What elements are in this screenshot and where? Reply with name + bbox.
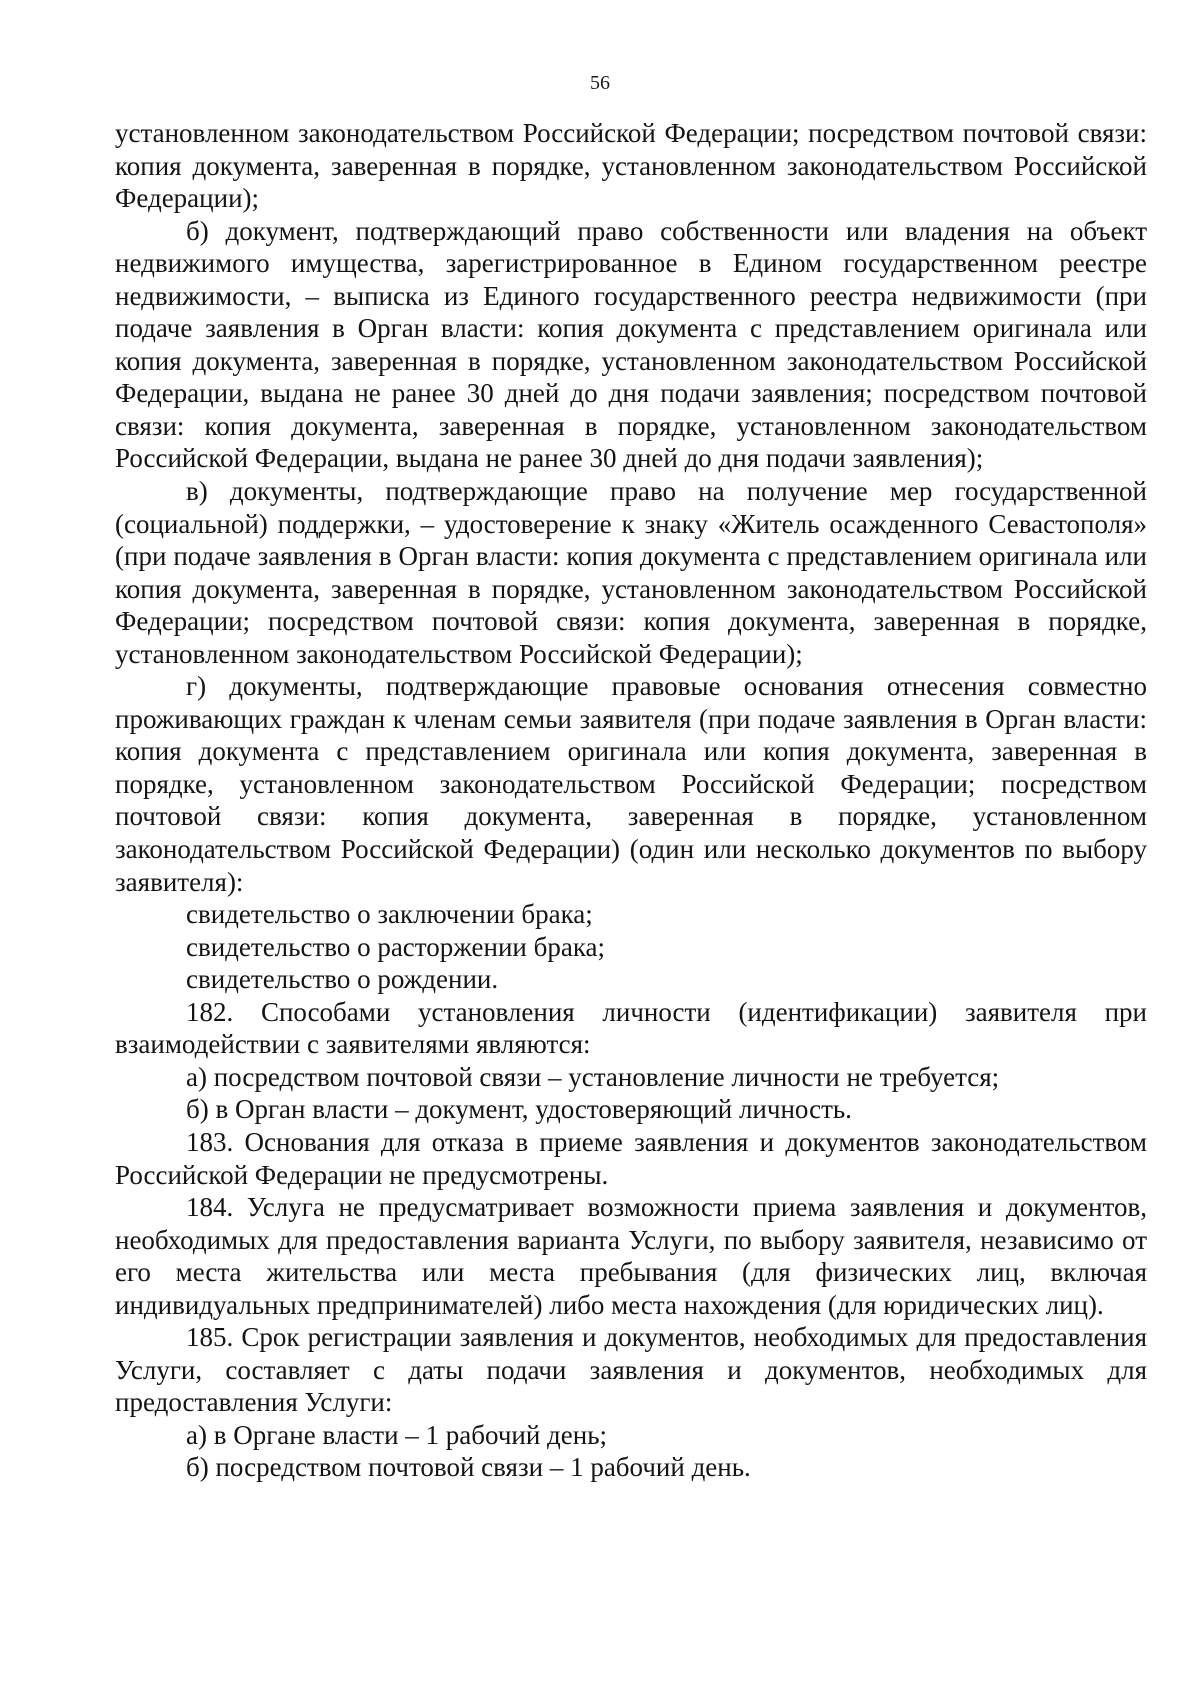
document-body bbox=[115, 117, 1147, 1484]
list-item-divorce-certificate: свидетельство о расторжении брака; bbox=[186, 931, 606, 962]
clause-183-refusal-grounds: 183. Основания для отказа в приеме заявления и документов законодательством Российской Федерации не предусмотрены. bbox=[115, 1126, 1147, 1190]
list-item-birth-certificate: свидетельство о рождении. bbox=[186, 964, 499, 995]
clause-185-item-a: а) в Органе власти – 1 рабочий день; bbox=[186, 1419, 608, 1450]
clause-185-item-b: б) посредством почтовой связи – 1 рабочий день. bbox=[186, 1452, 751, 1483]
paragraph-continuation: установленном законодательством Российской Федерации; посредством почтовой связи: копия документа, заверенная в порядке, установленном законодательством Российской Федерации); bbox=[115, 118, 1147, 214]
clause-182-item-a: а) посредством почтовой связи – установление личности не требуется; bbox=[186, 1061, 1000, 1092]
paragraph-item-g-family-documents: г) документы, подтверждающие правовые основания отнесения совместно проживающих граждан к членам семьи заявителя (при подаче заявления в Орган власти: копия документа с представлением оригинала или копия документа, заверенная в порядке, установленном законодательством Российской Федерации; посредством почтовой связи: копия документа, заверенная в порядке, установленном законодательством Российской Федерации) (один или несколько документов по выбору заявителя): bbox=[115, 671, 1147, 897]
clause-182-item-b: б) в Орган власти – документ, удостоверяющий личность. bbox=[186, 1094, 852, 1125]
page-number: 56 bbox=[590, 72, 610, 94]
paragraph-item-b-property-document: б) документ, подтверждающий право собственности или владения на объект недвижимого имущества, зарегистрированное в Едином государственном реестре недвижимости, – выписка из Единого государственного реестра недвижимости (при подаче заявления в Орган власти: копия документа с представлением оригинала или копия документа, заверенная в порядке, установленном законодательством Российской Федерации, выдана не ранее 30 дней до дня подачи заявления; посредством почтовой связи: копия документа, заверенная в порядке, установленном законодательством Российской Федерации, выдана не ранее 30 дней до дня подачи заявления); bbox=[115, 215, 1147, 474]
paragraph-item-v-social-support-document: в) документы, подтверждающие право на получение мер государственной (социальной) поддержки, – удостоверение к знаку «Житель осажденного Севастополя» (при подаче заявления в Орган власти: копия документа с представлением оригинала или копия документа, заверенная в порядке, установленном законодательством Российской Федерации; посредством почтовой связи: копия документа, заверенная в порядке, установленном законодательством Российской Федерации); bbox=[115, 476, 1147, 669]
clause-184-extraterritorial: 184. Услуга не предусматривает возможности приема заявления и документов, необходимых для предоставления варианта Услуги, по выбору заявителя, независимо от его места жительства или места пребывания (для физических лиц, включая индивидуальных предпринимателей) либо места нахождения (для юридических лиц). bbox=[115, 1192, 1147, 1320]
list-item-marriage-certificate: свидетельство о заключении брака; bbox=[186, 899, 593, 930]
clause-182-identification: 182. Способами установления личности (идентификации) заявителя при взаимодействии с заявителями являются: bbox=[115, 996, 1147, 1060]
clause-185-registration-term: 185. Срок регистрации заявления и документов, необходимых для предоставления Услуги, составляет с даты подачи заявления и документов, необходимых для предоставления Услуги: bbox=[115, 1322, 1147, 1418]
